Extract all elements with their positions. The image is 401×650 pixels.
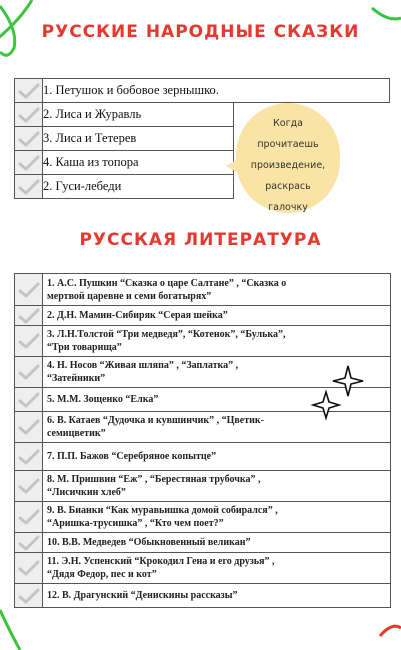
list-item-line: 3. Л.Н.Толстой “Три медведя”, “Котенок”, “Булька”, <box>47 329 286 340</box>
section-title-folk-tales: РУССКИЕ НАРОДНЫЕ СКАЗКИ <box>41 22 360 42</box>
list-item-title <box>43 471 391 502</box>
checkmark-icon[interactable] <box>15 412 43 443</box>
checkmark-icon[interactable] <box>15 151 43 175</box>
checkmark-icon[interactable] <box>15 443 43 471</box>
list-item <box>15 502 391 533</box>
list-item <box>15 326 391 357</box>
checkmark-icon[interactable] <box>15 584 43 608</box>
list-item-line: 4. Н. Носов “Живая шляпа” , “Заплатка” , <box>47 360 239 371</box>
note-text <box>236 113 340 218</box>
checkmark-icon[interactable] <box>15 326 43 357</box>
list-item-title: 4. Каша из топора <box>43 151 234 175</box>
list-item-line: 8. М. Пришвин “Еж” , “Берестяная трубочка” , <box>47 474 261 485</box>
note-line: раскрась <box>265 181 311 192</box>
checkmark-icon[interactable] <box>15 471 43 502</box>
list-item-line: “Аришка-трусишка” , “Кто чем поет?” <box>47 518 224 529</box>
list-item-title <box>43 584 391 608</box>
sparkle-icon <box>310 362 370 422</box>
list-item <box>15 79 390 103</box>
checkmark-icon[interactable] <box>15 388 43 412</box>
list-item-title: 2. Лиса и Журавль <box>43 103 234 127</box>
list-item-line: 11. Э.Н. Успенский “Крокодил Гена и его друзья” , <box>47 556 275 567</box>
list-item <box>15 584 391 608</box>
list-item-line: “Дядя Федор, пес и кот” <box>47 569 157 580</box>
list-item-line: “Затейники” <box>47 373 106 384</box>
checkmark-icon[interactable] <box>15 553 43 584</box>
list-item-line: “Три товарища” <box>47 342 122 353</box>
note-line: галочку <box>268 202 308 213</box>
list-item-line: 7. П.П. Бажов “Серебряное копытце” <box>47 451 217 462</box>
checkmark-icon[interactable] <box>15 103 43 127</box>
checkmark-icon[interactable] <box>15 306 43 326</box>
list-item-line: 2. Д.Н. Мамин-Сибиряк “Серая шейка” <box>47 310 228 321</box>
checkmark-icon[interactable] <box>15 79 43 103</box>
list-item-title: 3. Лиса и Тетерев <box>43 127 234 151</box>
list-item-title: 1. Петушок и бобовое зернышко. <box>43 79 390 103</box>
list-item-title <box>43 306 391 326</box>
checkmark-icon[interactable] <box>15 274 43 306</box>
list-item <box>15 471 391 502</box>
list-item-line: мертвой царевне и семи богатырях” <box>47 290 212 302</box>
checkmark-icon[interactable] <box>15 533 43 553</box>
list-item-title <box>43 443 391 471</box>
literature-list <box>14 273 391 608</box>
list-item <box>15 443 391 471</box>
list-item <box>15 533 391 553</box>
checkmark-icon[interactable] <box>15 127 43 151</box>
list-item-title <box>43 274 391 306</box>
list-item-line: 5. М.М. Зощенко “Елка” <box>47 394 159 405</box>
list-item-line: 6. В. Катаев “Дудочка и кувшинчик” , “Цветик- <box>47 415 264 426</box>
list-item <box>15 274 391 306</box>
note-line: Когда <box>273 118 303 129</box>
list-item-line: “Лисичкин хлеб” <box>47 487 126 498</box>
list-item <box>15 553 391 584</box>
list-item-line: 1. А.С. Пушкин “Сказка о царе Салтане” , “Сказка о <box>47 277 287 289</box>
list-item-line: 10. В.В. Медведев “Обыкновенный великан” <box>47 537 251 548</box>
list-item-title: 2. Гуси-лебеди <box>43 175 234 199</box>
list-item-title <box>43 553 391 584</box>
list-item-line: семицветик” <box>47 428 106 439</box>
list-item <box>15 306 391 326</box>
section-title-russian-literature: РУССКАЯ ЛИТЕРАТУРА <box>79 230 322 250</box>
list-item-line: 12. В. Драгунский “Денискины рассказы” <box>47 590 238 601</box>
note-line: произведение, <box>250 160 326 171</box>
checkmark-icon[interactable] <box>15 502 43 533</box>
checkmark-icon[interactable] <box>15 175 43 199</box>
list-item-title <box>43 326 391 357</box>
list-item-title <box>43 502 391 533</box>
list-item-title <box>43 533 391 553</box>
note-line: прочитаешь <box>257 139 319 150</box>
list-item-line: 9. В. Бианки “Как муравьишка домой собирался” , <box>47 505 278 516</box>
checkmark-icon[interactable] <box>15 357 43 388</box>
